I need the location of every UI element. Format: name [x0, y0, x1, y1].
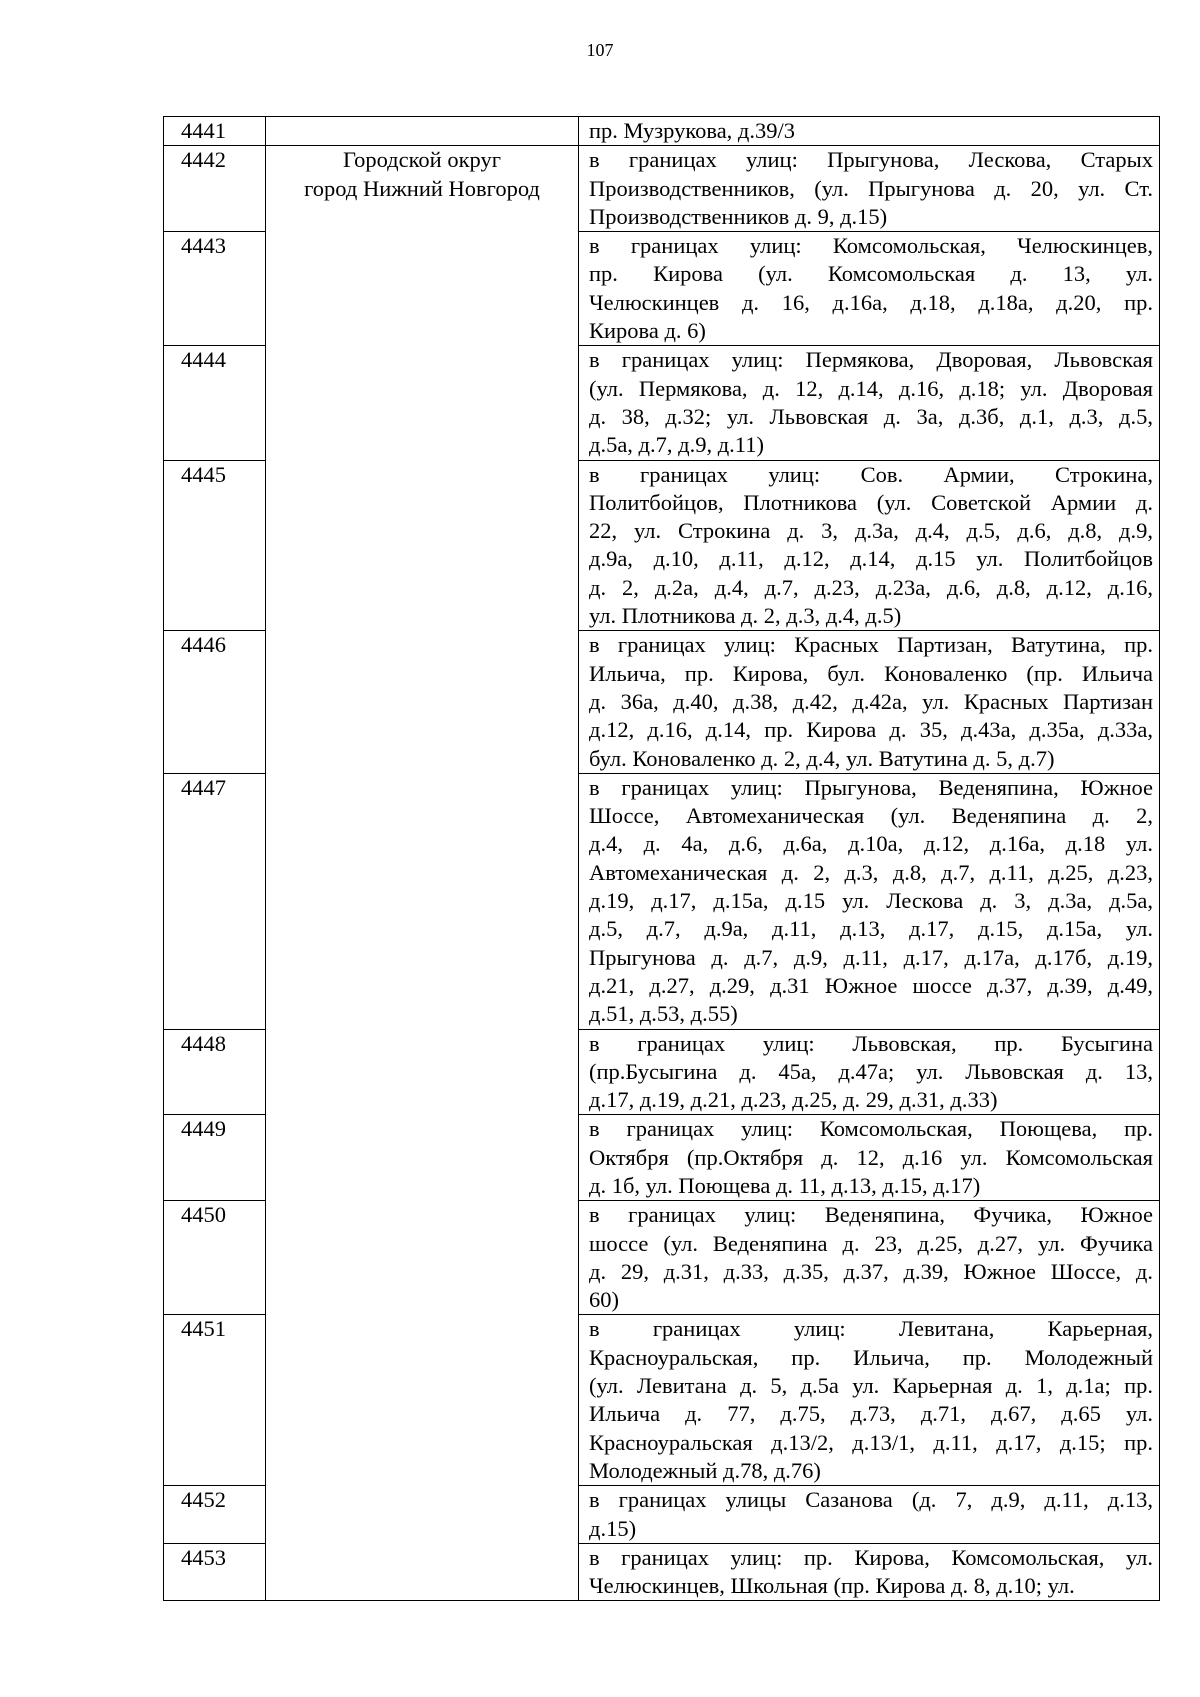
address-line: в границах улиц: Прыгунова, Веденяпина, Южное — [589, 774, 1153, 800]
row-number: 4451 — [164, 1315, 266, 1486]
region-line: Городской округ — [343, 147, 501, 173]
address-cell — [579, 1029, 1160, 1115]
address-cell — [579, 346, 1160, 460]
address-line: ул. Плотникова д. 2, д.3, д.4, д.5) — [589, 603, 902, 629]
region-line: город Нижний Новгород — [304, 175, 540, 201]
address-line: в границах улицы Сазанова (д. 7, д.9, д.11, д.13, — [589, 1487, 1153, 1513]
address-line: (пр.Бусыгина д. 45а, д.47а; ул. Львовская д. 13, — [589, 1058, 1153, 1084]
address-line: Политбойцов, Плотникова (ул. Советской Армии д. — [589, 489, 1153, 515]
region-cell-empty — [266, 117, 579, 146]
address-line: в границах улиц: Прыгунова, Лескова, Старых — [589, 147, 1153, 173]
address-line: д. 36а, д.40, д.38, д.42, д.42а, ул. Красных Партизан — [589, 688, 1153, 714]
address-line: бул. Коноваленко д. 2, д.4, ул. Ватутина д. 5, д.7) — [589, 745, 1055, 771]
address-cell — [579, 1201, 1160, 1315]
address-line: Шоссе, Автомеханическая (ул. Веденяпина д. 2, — [589, 803, 1153, 829]
address-line: 22, ул. Строкина д. 3, д.3а, д.4, д.5, д.6, д.8, д.9, — [589, 518, 1153, 544]
address-line: пр. Кирова (ул. Комсомольская д. 13, ул. — [589, 261, 1153, 287]
row-number: 4447 — [164, 773, 266, 1029]
address-line: в границах улиц: Комсомольская, Поющева, пр. — [589, 1116, 1153, 1142]
table-row — [164, 117, 1160, 146]
address-line: Производственников, (ул. Прыгунова д. 20, ул. Ст. — [589, 175, 1153, 201]
address-line: Красноуральская, пр. Ильича, пр. Молодежный — [589, 1344, 1153, 1370]
address-line: Челюскинцев, Школьная (пр. Кирова д. 8, д.10; ул. — [589, 1573, 1075, 1599]
row-number: 4445 — [164, 460, 266, 631]
address-line: в границах улиц: Львовская, пр. Бусыгина — [589, 1030, 1153, 1056]
row-number: 4446 — [164, 631, 266, 773]
address-line: Молодежный д.78, д.76) — [589, 1457, 821, 1483]
address-cell — [579, 1543, 1160, 1601]
address-line: д.17, д.19, д.21, д.23, д.25, д. 29, д.31, д.33) — [589, 1087, 998, 1113]
row-number: 4444 — [164, 346, 266, 460]
row-number: 4442 — [164, 146, 266, 232]
address-line: в границах улиц: Красных Партизан, Ватутина, пр. — [589, 632, 1153, 658]
address-line: д. 38, д.32; ул. Львовская д. 3а, д.3б, д.1, д.3, д.5, — [589, 403, 1153, 429]
address-line: д.19, д.17, д.15а, д.15 ул. Лескова д. 3, д.3а, д.5а, — [589, 888, 1153, 914]
address-line: в границах улиц: Веденяпина, Фучика, Южное — [589, 1202, 1153, 1228]
row-number: 4443 — [164, 232, 266, 346]
table-body — [164, 117, 1160, 1601]
address-line: д.12, д.16, д.14, пр. Кирова д. 35, д.43а, д.35а, д.33а, — [589, 717, 1153, 743]
address-cell — [579, 460, 1160, 631]
address-line: в границах улиц: Левитана, Карьерная, — [589, 1316, 1153, 1342]
address-line: Октября (пр.Октября д. 12, д.16 ул. Комсомольская — [589, 1144, 1153, 1170]
row-number: 4448 — [164, 1029, 266, 1115]
address-line: в границах улиц: пр. Кирова, Комсомольская, ул. — [589, 1544, 1153, 1570]
address-line: д.4, д. 4а, д.6, д.6а, д.10а, д.12, д.16а, д.18 ул. — [589, 831, 1153, 857]
address-line: 60) — [589, 1287, 619, 1313]
address-line: (ул. Пермякова, д. 12, д.14, д.16, д.18; ул. Дворовая — [589, 375, 1153, 401]
address-line: д. 2, д.2а, д.4, д.7, д.23, д.23а, д.6, д.8, д.12, д.16, — [589, 574, 1153, 600]
address-line: Кирова д. 6) — [589, 318, 706, 344]
address-cell — [579, 232, 1160, 346]
address-line: Производственников д. 9, д.15) — [589, 203, 888, 229]
row-number: 4441 — [164, 117, 266, 146]
address-line: в границах улиц: Пермякова, Дворовая, Львовская — [589, 347, 1153, 373]
address-line: д. 1б, ул. Поющева д. 11, д.13, д.15, д.17) — [589, 1172, 981, 1198]
page-number: 107 — [586, 40, 614, 60]
row-number: 4452 — [164, 1486, 266, 1544]
address-line: в границах улиц: Комсомольская, Челюскинцев, — [589, 233, 1153, 259]
address-line: д.9а, д.10, д.11, д.12, д.14, д.15 ул. Политбойцов — [589, 546, 1153, 572]
address-line: в границах улиц: Сов. Армии, Строкина, — [589, 461, 1153, 487]
address-line: Прыгунова д. д.7, д.9, д.11, д.17, д.17а, д.17б, д.19, — [589, 944, 1153, 970]
address-line: д.21, д.27, д.29, д.31 Южное шоссе д.37, д.39, д.49, — [589, 972, 1153, 998]
address-line: Красноуральская д.13/2, д.13/1, д.11, д.17, д.15; пр. — [589, 1429, 1153, 1455]
address-line: д.15) — [589, 1515, 637, 1541]
address-line: Автомеханическая д. 2, д.3, д.8, д.7, д.11, д.25, д.23, — [589, 859, 1153, 885]
address-line: д.5, д.7, д.9а, д.11, д.13, д.17, д.15, д.15а, ул. — [589, 916, 1153, 942]
address-line: д.51, д.53, д.55) — [589, 1001, 738, 1027]
region-cell — [266, 146, 579, 1601]
address-line: д. 29, д.31, д.33, д.35, д.37, д.39, Южное Шоссе, д. — [589, 1258, 1153, 1284]
address-line: Ильича, пр. Кирова, бул. Коноваленко (пр. Ильича — [589, 660, 1153, 686]
address-line: Челюскинцев д. 16, д.16а, д.18, д.18а, д.20, пр. — [589, 289, 1153, 315]
address-line: пр. Музрукова, д.39/3 — [589, 118, 796, 143]
row-number: 4453 — [164, 1543, 266, 1601]
row-number: 4450 — [164, 1201, 266, 1315]
address-cell — [579, 1115, 1160, 1201]
address-line: шоссе (ул. Веденяпина д. 23, д.25, д.27, ул. Фучика — [589, 1230, 1153, 1256]
address-cell — [579, 146, 1160, 232]
address-table — [163, 116, 1160, 1601]
address-line: (ул. Левитана д. 5, д.5а ул. Карьерная д. 1, д.1а; пр. — [589, 1373, 1153, 1399]
address-cell — [579, 117, 1160, 146]
address-cell — [579, 773, 1160, 1029]
address-cell — [579, 631, 1160, 773]
table-row — [164, 146, 1160, 232]
address-line: Ильича д. 77, д.75, д.73, д.71, д.67, д.65 ул. — [589, 1401, 1153, 1427]
row-number: 4449 — [164, 1115, 266, 1201]
address-cell — [579, 1315, 1160, 1486]
address-cell — [579, 1486, 1160, 1544]
address-line: д.5а, д.7, д.9, д.11) — [589, 432, 764, 458]
